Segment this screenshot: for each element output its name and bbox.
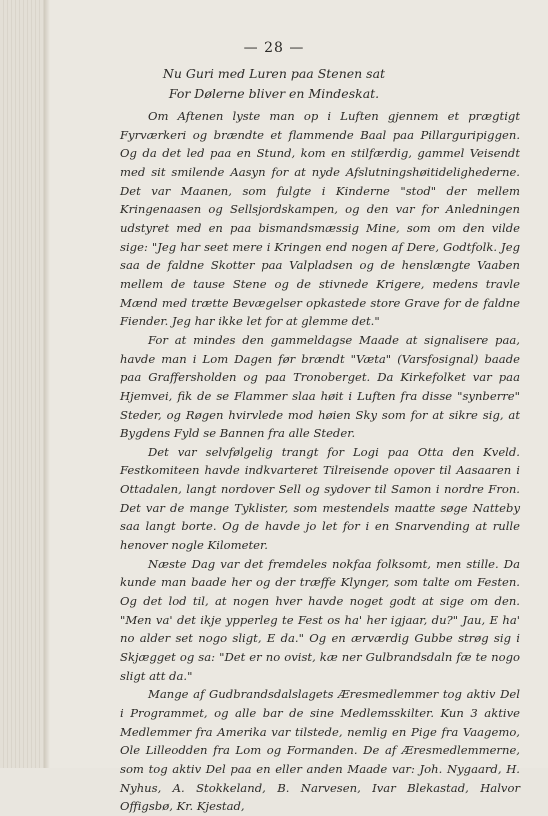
body-text [120,107,520,816]
verse-line: Nu Guri med Luren paa Stenen sat [162,66,386,81]
page-edges [0,0,44,768]
page-number: — 28 — [243,40,305,56]
paragraph: For at mindes den gammeldagse Maade at signalisere paa, havde man i Lom Dagen før brændt "Væta" (Varsfosignal) baade paa Graffersholden og paa Tronoberget. Da Kirkefolket var paa Hjemvei, fik de se Flammer slaa høit i Luften fra disse "synberre" Steder, og Røgen hvirvlede mod høien Sky som for at sikre sig, at Bygdens Fyld se Bannen fra alle Steder. [120,332,520,441]
paragraph: Mange af Gudbrandsdalslagets Æresmedlemmer tog aktiv Del i Programmet, og alle bar de sine Medlemsskilter. Kun 3 aktive Medlemmer fra Amerika var tilstede, nemlig en Pige fra Vaagemo, Ole Lilleodden fra Lom og Formanden. De af Æresmedlemmerne, som tog aktiv Del paa en eller anden Maade var: Joh. Nygaard, H. Nyhus, A. Stokkeland, B. Narvesen, Ivar Blekastad, Halvor Offigsbø, Kr. Kjestad, [120,687,520,814]
paragraph: Næste Dag var det fremdeles nokfaa folksomt, men stille. Da kunde man baade her og der træffe Klynger, som talte om Festen. Og det lod til, at nogen hver havde noget godt at sige om den. "Men va' det ikje ypperleg te Fest os ha' her igjaar, du?" Jau, E ha' no alder set nogo sligt, E da." Og en ærværdig Gubbe strøg sig i Skjægget og sa: "Det er no ovist, kæ ner Gulbrandsdaln fæ te nogo sligt att da." [120,556,520,683]
paragraph: Om Aftenen lyste man op i Luften gjennem et prægtigt Fyrværkeri og brændte et flammende Baal paa Pillarguripiggen. Og da det led paa en Stund, kom en stilfærdig, gammel Veisendt med sit smilende Aasyn for at nyde Afslutningshøitidelighederne. Det var Maanen, som fulgte i Kinderne "stod" der mellem Kringenaasen og Sellsjordskampen, og den var for Anledningen udstyret med en paa bismandsmæssig Mine, som om den vilde sige: "Jeg har seet mere i Kringen end nogen af Dere, Godtfolk. Jeg saa de faldne Skotter paa Valpladsen og de henslængte Vaaben mellem de tause Stene og de stivnede Krigere, medens travle Mænd med trætte Bevægelser opkastede store Grave for de faldne Fiender. Jeg har ikke let for at glemme det." [120,109,520,329]
binding-shadow [44,0,50,768]
verse-line: For Dølerne bliver en Mindeskat. [168,86,380,101]
paragraph: Det var selvfølgelig trangt for Logi paa Otta den Kveld. Festkomiteen havde indkvarteret Tilreisende opover til Aasaaren i Ottadalen, langt nordover Sell og sydover til Samon i nordre Fron. Det var de mange Tyklister, som mestendels maatte søge Natteby saa langt borte. Og de havde jo let for i en Snarvending at rulle henover nogle Kilometer. [120,444,520,553]
